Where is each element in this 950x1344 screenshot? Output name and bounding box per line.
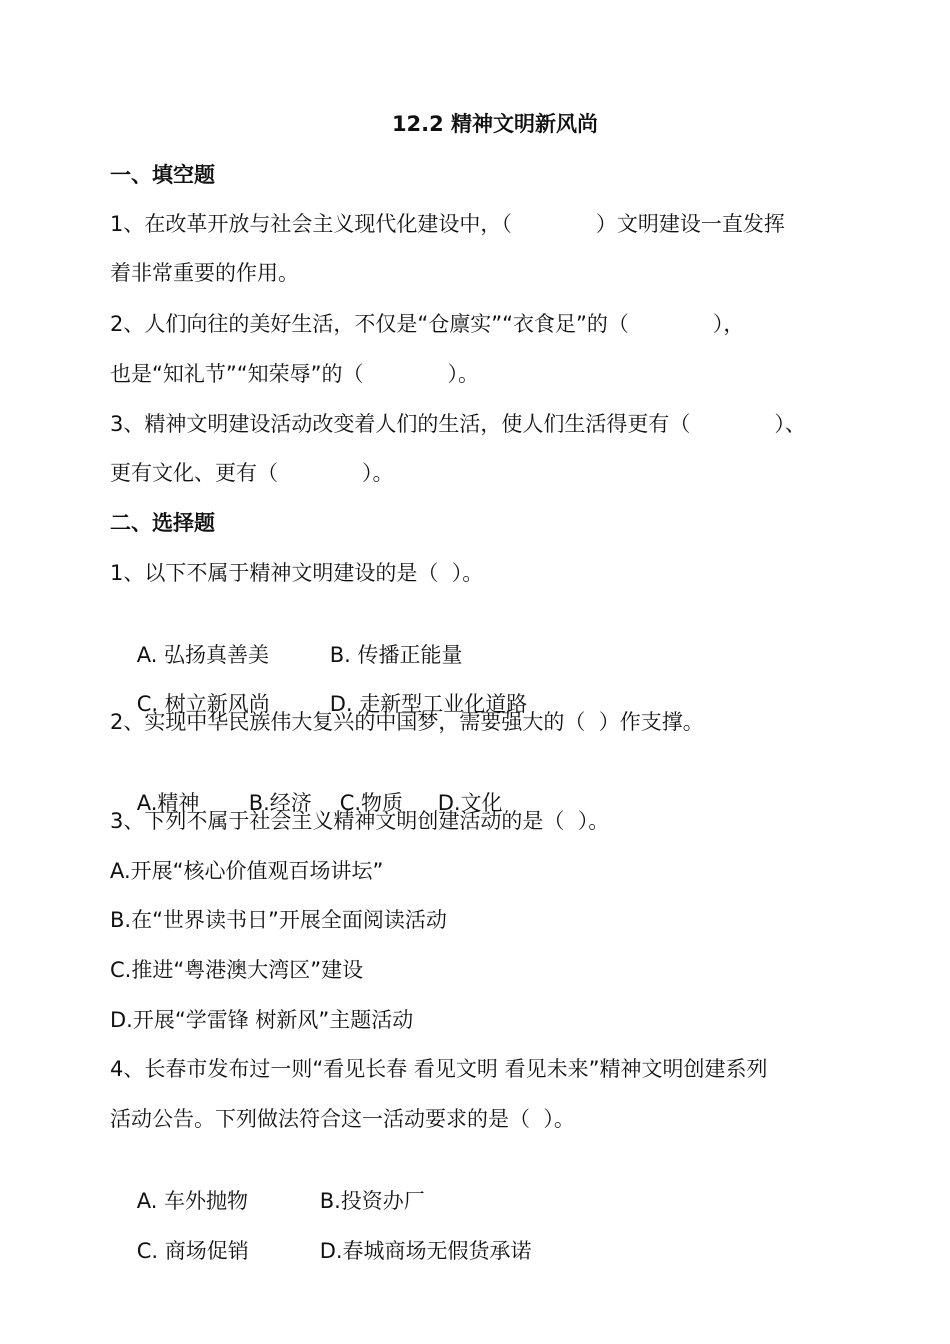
choice-q2-option-c: C.物质 xyxy=(339,791,404,815)
choice-q4-option-a: A. 车外抛物 xyxy=(136,1189,249,1213)
choice-q2-option-a: A.精神 xyxy=(136,791,200,815)
choice-q4-option-c: C. 商场促销 xyxy=(136,1239,249,1263)
choice-q1-option-d: D. 走新型工业化道路 xyxy=(329,692,528,716)
choice-q3-option-c: C.推进“粤港澳大湾区”建设 xyxy=(110,958,364,982)
choice-q1-stem: 1、以下不属于精神文明建设的是（ ）。 xyxy=(110,561,484,585)
section-heading-choice: 二、选择题 xyxy=(110,511,215,535)
fill-q2-line2: 也是“知礼节”“知荣辱”的（ ）。 xyxy=(110,362,480,386)
choice-q1-option-b: B. 传播正能量 xyxy=(329,643,463,667)
fill-q1-line1: 1、在改革开放与社会主义现代化建设中，（ ）文明建设一直发挥 xyxy=(110,212,785,236)
choice-q2-option-b: B.经济 xyxy=(248,791,312,815)
choice-q4-options-row2 xyxy=(110,1203,532,1299)
choice-q4-option-b: B.投资办厂 xyxy=(319,1189,425,1213)
fill-q1-line2: 着非常重要的作用。 xyxy=(110,261,299,285)
choice-q3-option-d: D.开展“学雷锋 树新风”主题活动 xyxy=(110,1008,414,1032)
section-heading-fill-in: 一、填空题 xyxy=(110,163,215,187)
fill-q2-line1: 2、人们向往的美好生活，不仅是“仓廪实”“衣食足”的（ ）， xyxy=(110,312,745,336)
choice-q3-option-b: B.在“世界读书日”开展全面阅读活动 xyxy=(110,908,447,932)
fill-q3-line2: 更有文化、更有（ ）。 xyxy=(110,461,394,485)
choice-q1-option-a: A. 弘扬真善美 xyxy=(136,643,270,667)
choice-q4-stem-line2: 活动公告。下列做法符合这一活动要求的是（ ）。 xyxy=(110,1107,575,1131)
choice-q1-option-c: C. 树立新风尚 xyxy=(136,692,270,716)
page-title: 12.2 精神文明新风尚 xyxy=(391,112,599,136)
fill-q3-line1: 3、精神文明建设活动改变着人们的生活，使人们生活得更有（ ）、 xyxy=(110,412,806,436)
choice-q2-stem: 2、实现中华民族伟大复兴的中国梦，需要强大的（ ）作支撑。 xyxy=(110,710,704,734)
choice-q3-option-a: A.开展“核心价值观百场讲坛” xyxy=(110,859,384,883)
choice-q2-option-d: D.文化 xyxy=(437,791,503,815)
choice-q4-option-d: D.春城商场无假货承诺 xyxy=(319,1239,532,1263)
choice-q4-stem-line1: 4、长春市发布过一则“看见长春 看见文明 看见未来”精神文明创建系列 xyxy=(110,1057,768,1081)
choice-q3-stem: 3、下列不属于社会主义精神文明创建活动的是（ ）。 xyxy=(110,809,610,833)
